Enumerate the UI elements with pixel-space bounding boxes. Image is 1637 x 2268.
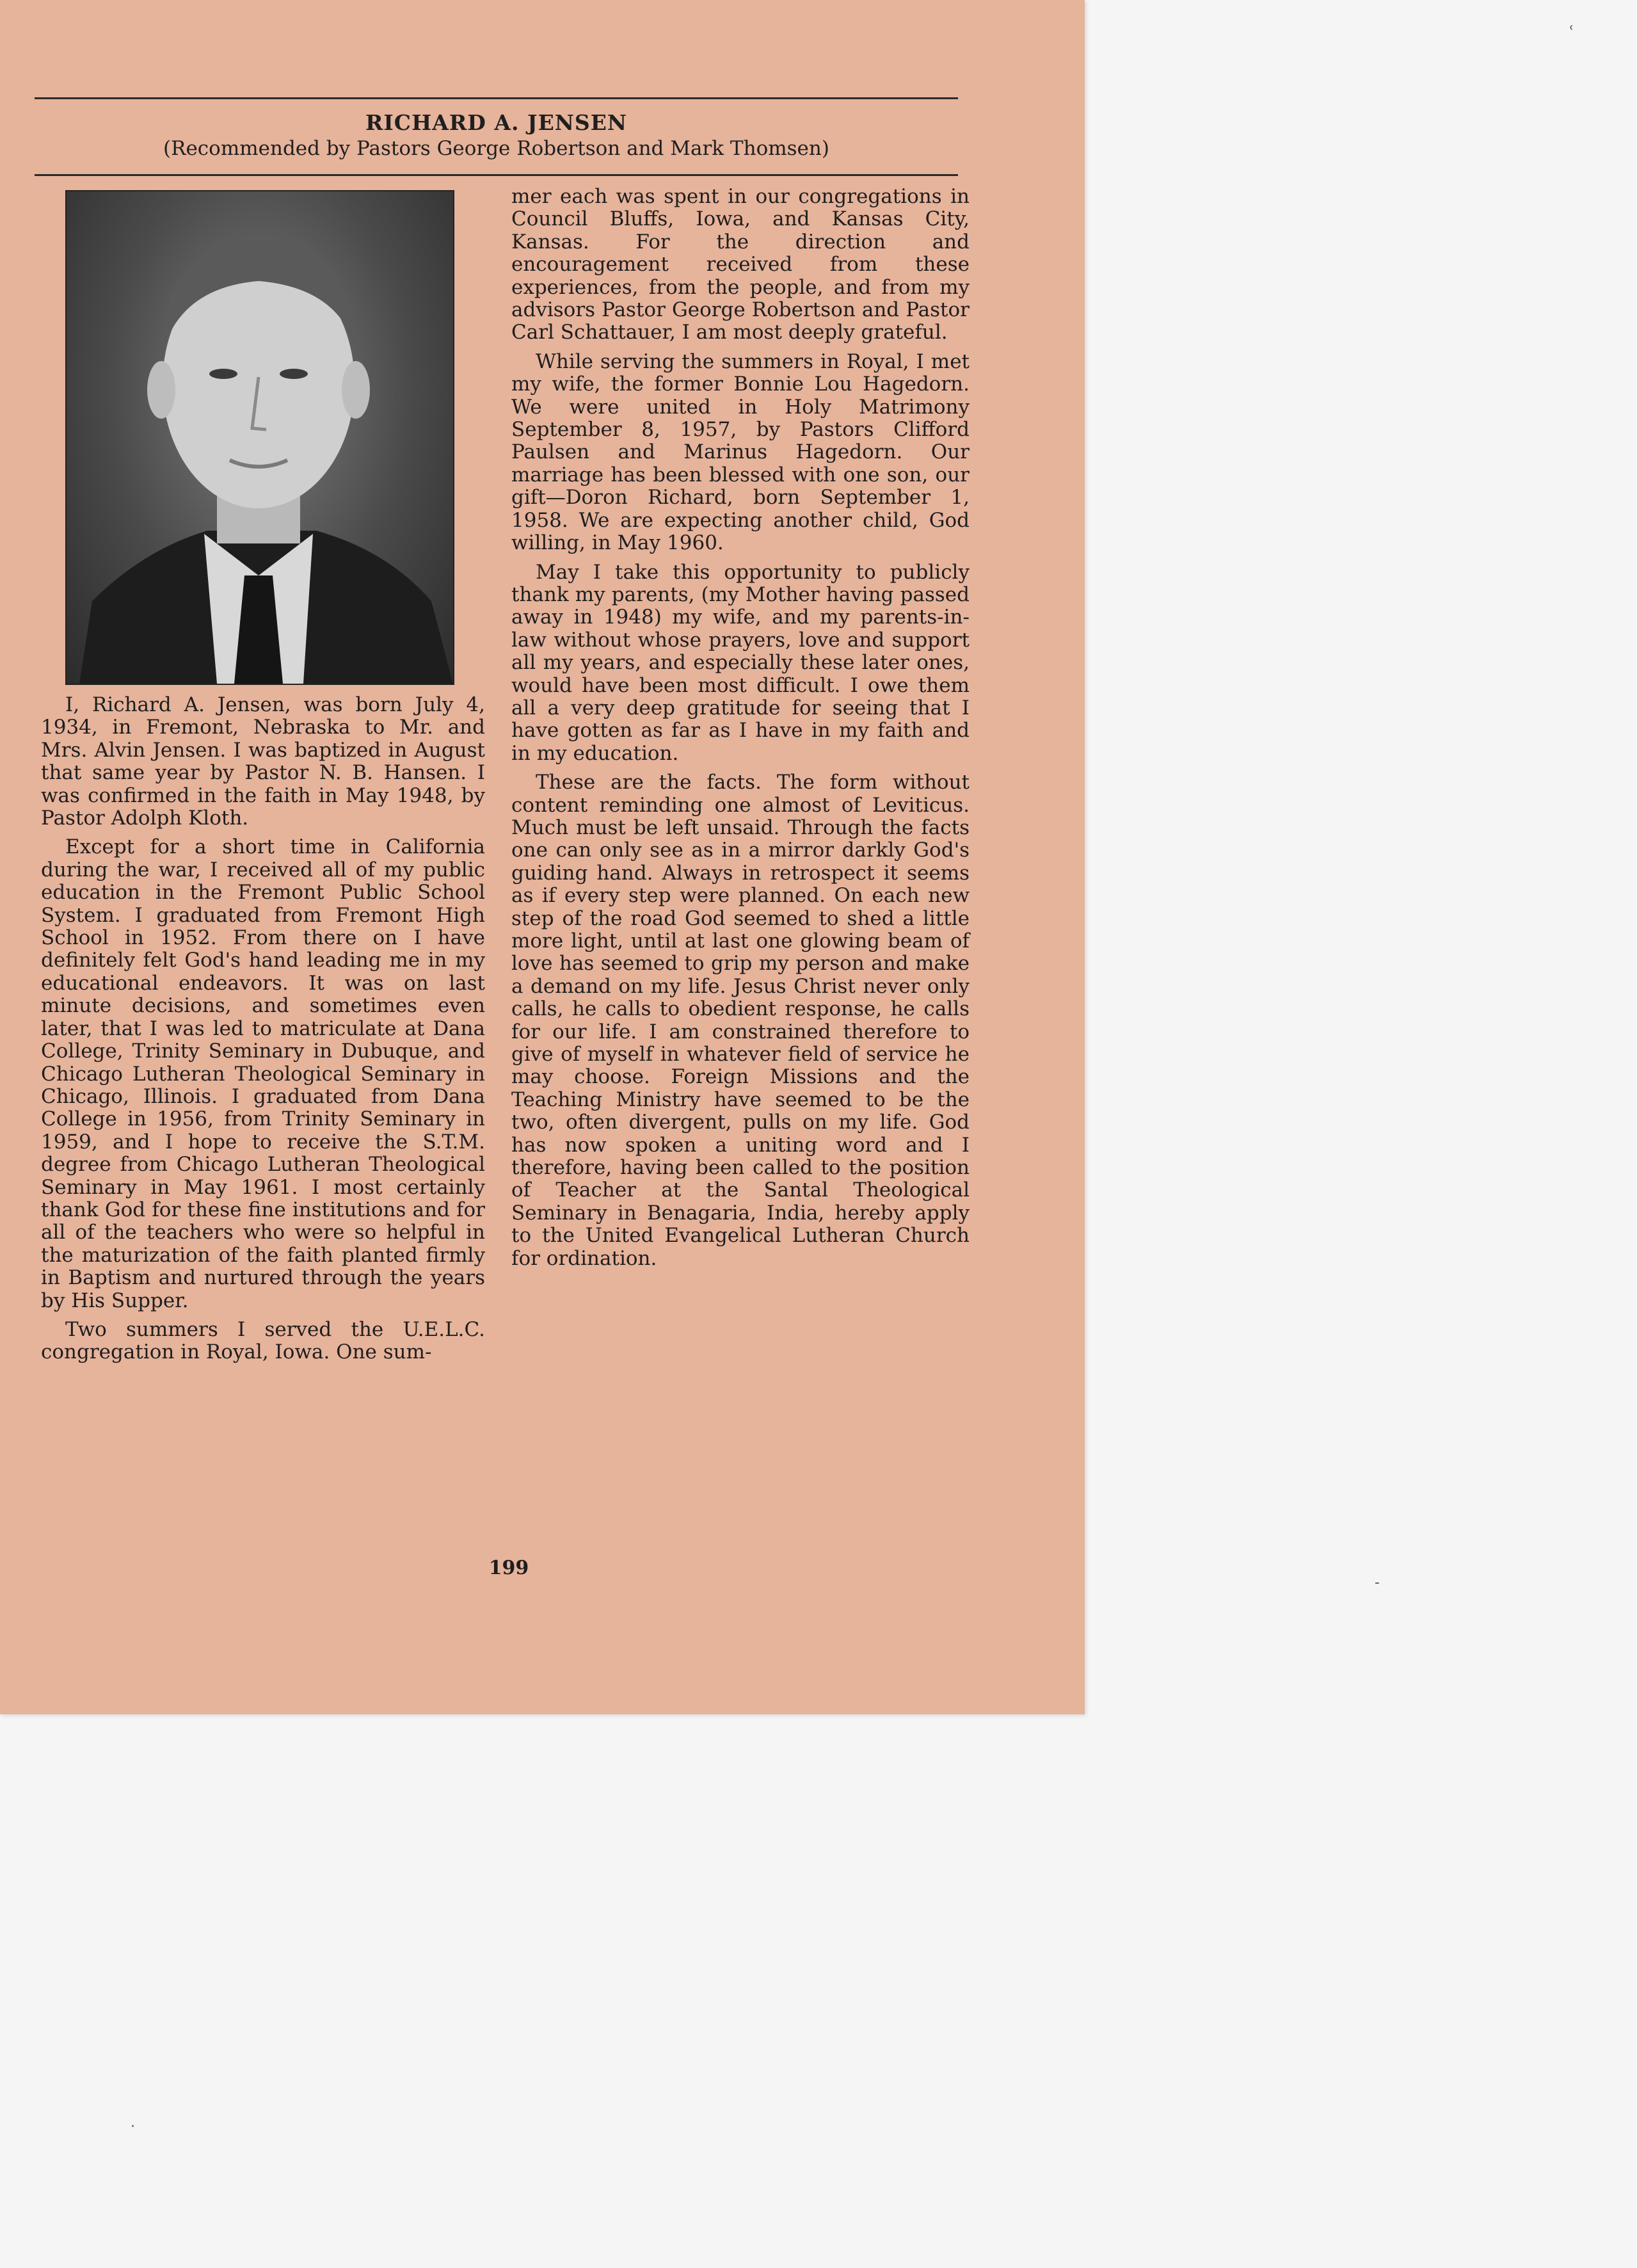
scan-speck-icon: · xyxy=(131,2119,135,2135)
paragraph: May I take this opportunity to publicly thank my parents, (my Mother having passed away in 1948) my wife, and my parents-in-law without whose prayers, love and support all my years, and especially these later ones, would have been most difficult. I owe them all a very deep gratitude for seeing that I have gotten as far as I have in my faith and in my education. xyxy=(511,560,970,765)
article-title: RICHARD A. JENSEN xyxy=(365,110,628,135)
scan-speck-icon: ʿ xyxy=(1569,23,1574,42)
header-bottom-rule xyxy=(35,174,958,176)
article-header xyxy=(35,110,958,161)
paragraph: Two summers I served the U.E.L.C. congregation in Royal, Iowa. One sum- xyxy=(41,1317,485,1364)
right-text-column xyxy=(511,186,970,1276)
header-top-rule xyxy=(35,97,958,99)
paragraph: mer each was spent in our congregations in Council Bluffs, Iowa, and Kansas City, Kansas. For the direction and encouragement received from these experiences, from the people, and from my advisors Pastor George Robertson and Pastor Carl Schattauer, I am most deeply grateful. xyxy=(511,185,970,344)
scan-speck-icon: - xyxy=(1375,1575,1380,1591)
paragraph: These are the facts. The form without content reminding one almost of Leviticus. Much must be left unsaid. Through the facts one can only see as in a mirror darkly God's guiding hand. Always in retrospect it seems as if every step were planned. On each new step of the road God seemed to shed a little more light, until at last one glowing beam of love has seemed to grip my person and make a demand on my life. Jesus Christ never only calls, he calls to obedient response, he calls for our life. I am constrained therefore to give of myself in whatever field of service he may choose. Foreign Missions and the Teaching Ministry have seemed to be the two, often divergent, pulls on my life. God has now spoken a uniting word and I therefore, having been called to the position of Teacher at the Santal Theological Seminary in Benagaria, India, hereby apply to the United Evangelical Lutheran Church for ordination. xyxy=(511,771,970,1270)
portrait-photo xyxy=(65,190,454,685)
left-text-column xyxy=(41,694,485,1371)
paragraph: I, Richard A. Jensen, was born July 4, 1934, in Fremont, Nebraska to Mr. and Mrs. Alvin Jensen. I was baptized in August that same year by Pastor N. B. Hansen. I was confirmed in the faith in May 1948, by Pastor Adolph Kloth. xyxy=(41,693,485,830)
page-number: 199 xyxy=(488,1557,529,1579)
paragraph: While serving the summers in Royal, I met my wife, the former Bonnie Lou Hagedorn. We were united in Holy Matrimony September 8, 1957, by Pastors Clifford Paulsen and Marinus Hagedorn. Our marriage has been blessed with one son, our gift—Doron Richard, born September 1, 1958. We are expecting another child, God willing, in May 1960. xyxy=(511,350,970,555)
paragraph: Except for a short time in California during the war, I received all of my public education in the Fremont Public School System. I graduated from Fremont High School in 1952. From there on I have definitely felt God's hand leading me in my educational endeavors. It was on last minute decisions, and sometimes even later, that I was led to matriculate at Dana College, Trinity Seminary in Dubuque, and Chicago Lutheran Theological Seminary in Chicago, Illinois. I graduated from Dana College in 1956, from Trinity Seminary in 1959, and I hope to receive the S.T.M. degree from Chicago Lutheran Theological Seminary in May 1961. I most certainly thank God for these fine institutions and for all of the teachers who were so helpful in the maturization of the faith planted firmly in Baptism and nurtured through the years by His Supper. xyxy=(41,835,485,1312)
article-subtitle: (Recommended by Pastors George Robertson and Mark Thomsen) xyxy=(163,137,829,160)
portrait-icon xyxy=(67,191,453,684)
